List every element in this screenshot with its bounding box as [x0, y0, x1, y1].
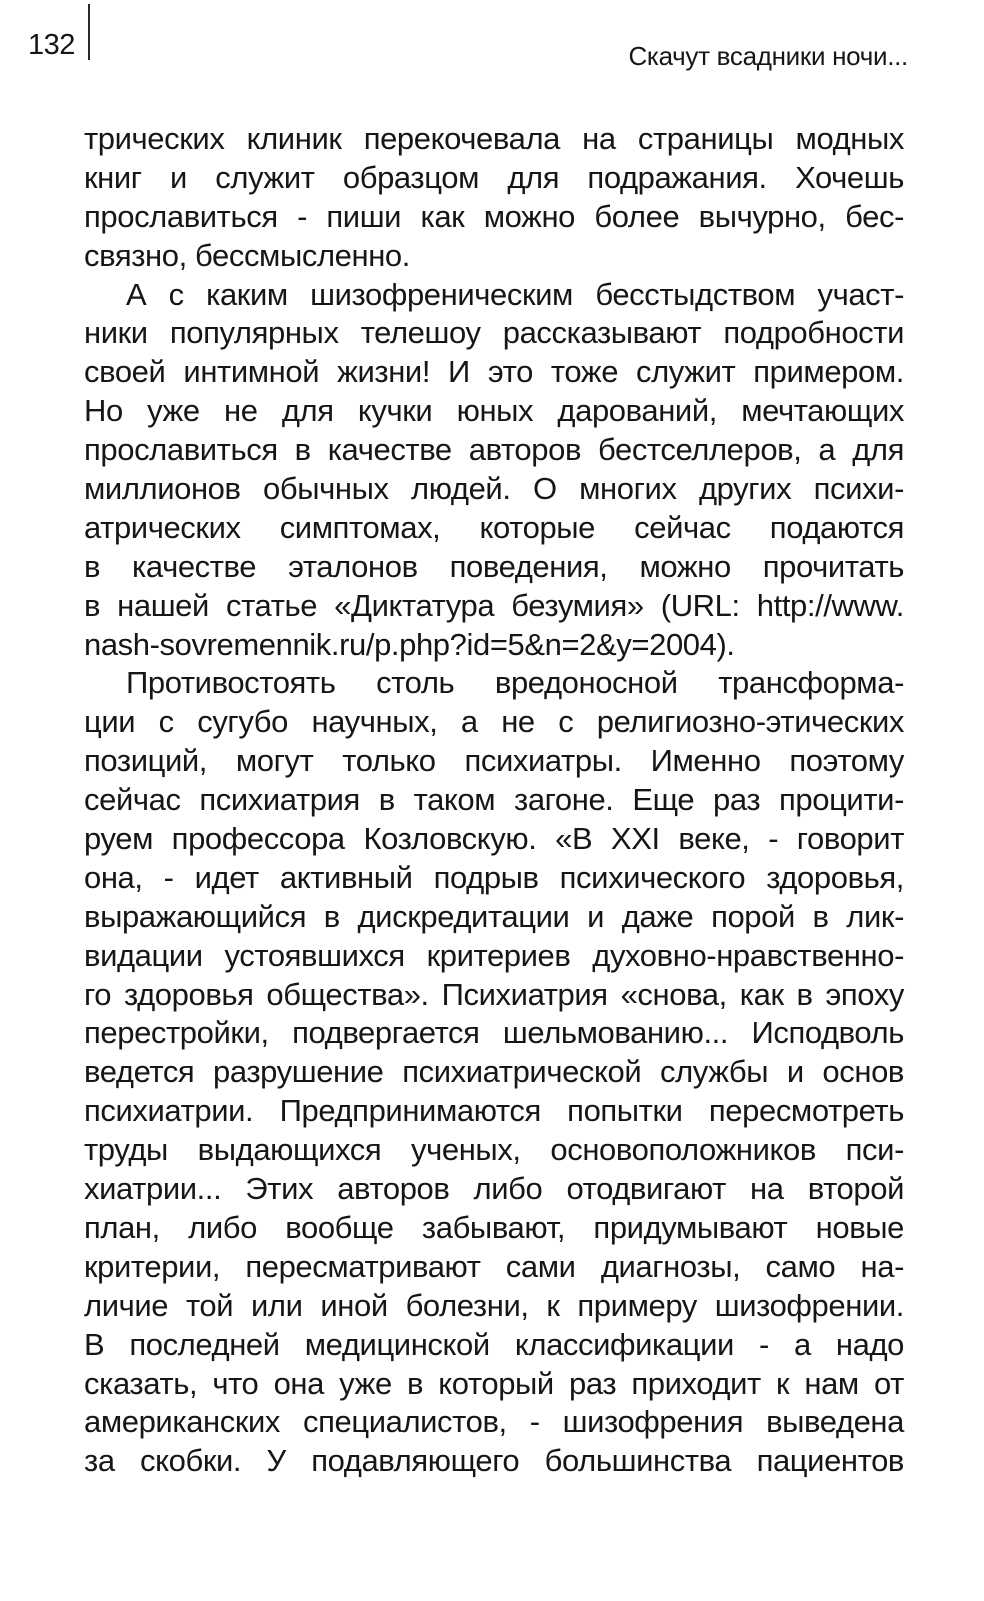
text-line: связно, бессмысленно. — [84, 237, 410, 273]
text-line: труды выдающихся ученых, основоположников пси- — [84, 1132, 904, 1168]
text-line: психиатрии. Предпринимаются попытки пересмотреть — [84, 1093, 904, 1129]
text-line: ники популярных телешоу рассказывают подробности — [84, 315, 904, 351]
text-line: А с каким шизофреническим бесстыдством участ- — [126, 276, 904, 312]
text-line: ведется разрушение психиатрической службы и основ — [84, 1054, 904, 1090]
text-line: книг и служит образцом для подражания. Хочешь — [84, 159, 904, 195]
text-line: сказать, что она уже в который раз приходит к нам от — [84, 1365, 904, 1401]
text-line: руем профессора Козловскую. «В XXI веке, - говорит — [84, 821, 904, 857]
text-line: Но уже не для кучки юных дарований, мечтающих — [84, 393, 904, 429]
text-line: атрических симптомах, которые сейчас подаются — [84, 509, 904, 545]
text-line: план, либо вообще забывают, придумывают новые — [84, 1209, 904, 1245]
text-line: ции с сугубо научных, а не с религиозно-этических — [84, 704, 904, 740]
text-line: в нашей статье «Диктатура безумия» (URL: http://www. — [84, 587, 904, 623]
header-divider — [88, 4, 90, 60]
text-line: выражающийся в дискредитации и даже порой в лик- — [84, 898, 904, 934]
text-line: В последней медицинской классификации - а надо — [84, 1326, 904, 1362]
text-line: прославиться в качестве авторов бестселлеров, а для — [84, 432, 904, 468]
text-line: сейчас психиатрия в таком загоне. Еще раз процити- — [84, 782, 904, 818]
text-line: позиций, могут только психиатры. Именно поэтому — [84, 743, 904, 779]
text-line: перестройки, подвергается шельмованию... Исподволь — [84, 1015, 904, 1051]
text-line: личие той или иной болезни, к примеру шизофрении. — [84, 1287, 904, 1323]
text-line: своей интимной жизни! И это тоже служит примером. — [84, 354, 904, 390]
text-line: американских специалистов, - шизофрения выведена — [84, 1404, 904, 1440]
text-line: она, - идет активный подрыв психического здоровья, — [84, 859, 904, 895]
text-line: в качестве эталонов поведения, можно прочитать — [84, 548, 904, 584]
text-line: трических клиник перекочевала на страницы модных — [84, 121, 904, 156]
text-line: критерии, пересматривают сами диагнозы, само на- — [84, 1248, 904, 1284]
body-text — [84, 120, 904, 1481]
page-number: 132 — [28, 29, 75, 61]
text-line: видации устоявшихся критериев духовно-нравственно- — [84, 937, 904, 973]
text-line: Противостоять столь вредоносной трансформа- — [126, 665, 904, 701]
text-line: прославиться - пиши как можно более вычурно, бес- — [84, 198, 904, 234]
text-line: хиатрии... Этих авторов либо отодвигают на второй — [84, 1171, 904, 1207]
text-line: nash-sovremennik.ru/p.php?id=5&n=2&y=2004). — [84, 626, 735, 662]
text-line: за скобки. У подавляющего большинства пациентов — [84, 1443, 904, 1479]
running-head-title: Скачут всадники ночи... — [628, 41, 908, 71]
text-line: миллионов обычных людей. О многих других психи- — [84, 471, 904, 507]
text-line: го здоровья общества». Психиатрия «снова, как в эпоху — [84, 976, 904, 1012]
